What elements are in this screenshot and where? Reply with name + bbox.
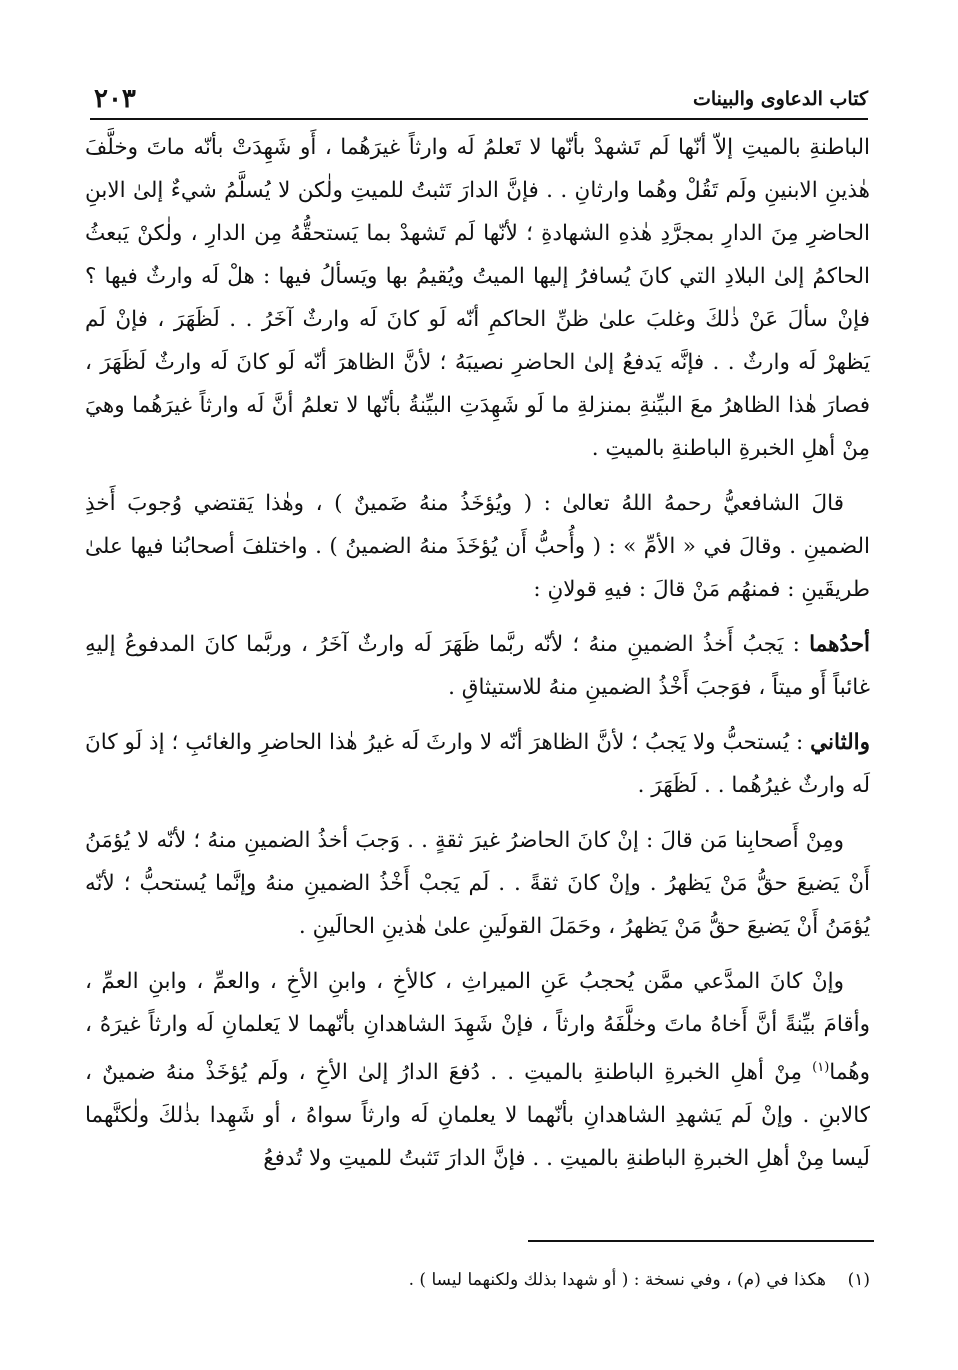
footnote-text: هكذا في (م) ، وفي نسخة : ( أو شهدا بذلك ولكنهما ليسا ) .	[408, 1270, 826, 1290]
paragraph-2	[85, 482, 870, 611]
paragraph-text-continued: مِنْ أهلِ الخبرةِ الباطنةِ بالميتِ . . دُفعَ الدارُ إلىٰ الأخِ ، ولَم يُؤخَذْ منهُ ضمينٌ ، كالابنِ . وإنْ لَم يَشهدِ الشاهدانِ بأنّهما لا يعلمانِ لَه وارثاً سواهُ ، أو شَهِدا بذٰلكَ ولٰكنَّهما لَيسا مِنْ أهلِ الخبرةِ الباطنةِ بالميتِ . . فإنَّ الدارَ تَثبتُ للميتِ ولا تُدفعُ	[85, 1060, 870, 1172]
paragraph-3	[85, 623, 870, 709]
page-number: ٢٠٣	[94, 84, 136, 114]
paragraph-text: الباطنةِ بالميتِ إلاّ أنّها لَم تَشهدْ بأنّها لا تَعلمُ لَه وارثاً غيرَهُما ، أَو شَهِدَتْ بأنّه ماتَ وخلَّفَ هٰذينِ الابنينِ ولَم تَقُلْ وهُما وارثانِ . . فإنَّ الدارَ تَثبتُ للميتِ ولٰكن لا يُسلَّمُ شيءٌ إلىٰ الابنِ الحاضرِ مِنَ الدارِ بمجرَّدِ هٰذهِ الشهادةِ ؛ لأنّها لَم تَشهدْ بما يَستحقُّهُ مِن الدارِ ، ولٰكنْ يَبعثُ الحاكمُ إلىٰ البلادِ التي كانَ يُسافرُ إليها الميتُ ويُقيمُ بها ويَسألُ فيها : هلْ لَه وارثٌ فيها ؟ فإنْ سألَ عَنْ ذٰلكَ وغلبَ علىٰ ظنِّ الحاكمِ أنّه لَو كانَ لَه وارثٌ آخَرُ . . لَظَهَرَ ، فإنْ لَم يَظهرْ لَه وارثٌ . . فإنَّه يَدفعُ إلىٰ الحاضرِ نصيبَهُ ؛ لأنَّ الظاهرَ أنّه لَو كانَ لَه وارثٌ لَظَهَرَ ، فصارَ هٰذا الظاهرُ معَ البيِّنةِ بمنزلةِ ما لَو شَهِدَتِ البيِّنةُ بأنّها لا تعلمُ أنَّ لَه وارثاً غيرَهُما وهيَ مِنْ أهلِ الخبرةِ الباطنةِ بالميتِ .	[85, 135, 870, 461]
paragraph-text: : يُستحبُّ ولا يَجبُ ؛ لأنَّ الظاهرَ أنّه لا وارثَ لَه غيرُ هٰذا الحاضرِ والغائبِ ؛ إذ لَو كانَ لَه وارثٌ غيرُهُما . . لَظَهَرَ .	[85, 730, 870, 798]
paragraph-text: قالَ الشافعيُّ رحمهُ اللهُ تعالىٰ : ( ويُؤخَذُ منهُ ضَمينٌ ) ، وهٰذا يَقتضي وُجوبَ أَخذِ الضمينِ . وقالَ في « الأمِّ » : ( وأُحبُّ أَن يُؤخَذَ منهُ الضمينُ ) . واختلفَ أصحابُنا فيها علىٰ طريقَينِ : فمنهُم مَنْ قالَ : فيهِ قولانِ :	[85, 491, 870, 602]
footnote-marker: (١)	[847, 1270, 870, 1290]
paragraph-5	[85, 819, 870, 948]
paragraph-text: وإنْ كانَ المدَّعي ممَّن يُحجبُ عَنِ الميراثِ ، كالأخِ ، وابنِ الأخِ ، والعمِّ ، وابنِ العمِّ ، وأقامَ بيِّنةً أنَّ أَخاهُ ماتَ وخلَّفَهُ وارثاً ، فإنْ شَهِدَ الشاهدانِ بأنّهما لا يَعلمانِ لَه وارثاً غيرَهُ ، وهُما	[85, 969, 870, 1086]
paragraph-text: : يَجبُ أَخذُ الضمينِ منهُ ؛ لأنّه ربَّما ظَهَرَ لَه وارثٌ آخَرُ ، وربَّما كانَ المدفوعُ إليهِ غائباً أَو ميتاً ، فوَجبَ أَخْذُ الضمينِ منهُ للاستيثاقِ .	[85, 632, 870, 700]
footnote	[88, 1270, 870, 1290]
paragraph-text: ومِنْ أَصحابِنا مَن قالَ : إنْ كانَ الحاضرُ غيرَ ثقةٍ . . وَجبَ أخذُ الضمينِ منهُ ؛ لأنّه لا يُؤمَنُ أَنْ يَضيعَ حقُّ مَنْ يَظهرُ . وإنْ كانَ ثقةً . . لَم يَجبْ أَخْذُ الضمينِ منهُ وإنَّما يُستحبُّ ؛ لأنّه يُؤمَنُ أَنْ يَضيعَ حقُّ مَنْ يَظهرُ ، وحَمَلَ القولَينِ علىٰ هٰذينِ الحالَينِ .	[85, 828, 870, 939]
paragraph-6	[85, 960, 870, 1180]
page-header	[90, 84, 868, 120]
main-text	[85, 126, 870, 1192]
running-title: كتاب الدعاوى والبينات	[692, 88, 868, 110]
second-opinion-label: والثاني	[810, 730, 870, 755]
paragraph-4	[85, 721, 870, 807]
paragraph-1	[85, 126, 870, 470]
footnote-divider	[528, 1240, 874, 1242]
first-opinion-label: أحدُهما	[809, 632, 870, 657]
footnote-reference[interactable]: (١)	[812, 1060, 830, 1075]
